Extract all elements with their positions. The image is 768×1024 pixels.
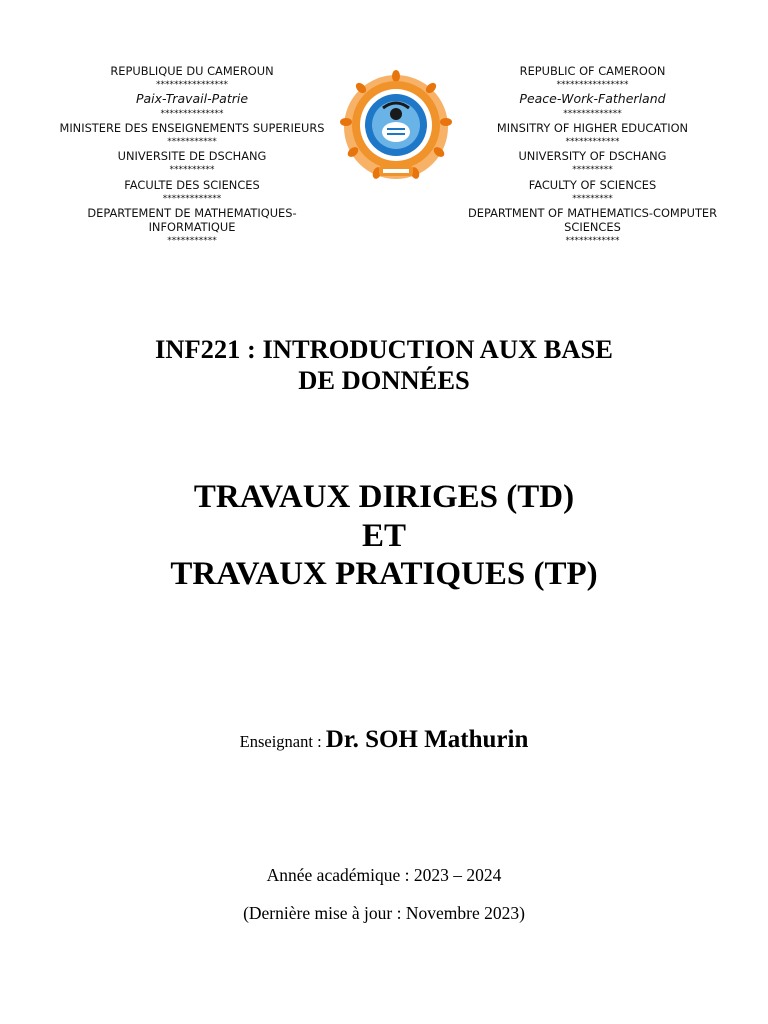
separator: **************** <box>556 80 629 91</box>
separator: ********** <box>169 165 215 176</box>
separator: ************** <box>160 108 224 119</box>
university-seal-icon <box>339 70 453 184</box>
teacher-name: Dr. SOH Mathurin <box>325 726 529 753</box>
country-name: REPUBLIQUE DU CAMEROUN <box>110 64 274 78</box>
department-name-line1: DEPARTEMENT DE MATHEMATIQUES- <box>87 206 297 221</box>
university-name: UNIVERSITY OF DSCHANG <box>518 149 667 164</box>
separator: ************* <box>162 193 222 204</box>
document-title <box>84 478 684 594</box>
department-name-line2: SCIENCES <box>564 220 621 235</box>
teacher-line <box>84 726 684 754</box>
last-update: (Dernière mise à jour : Novembre 2023) <box>243 903 525 923</box>
course-title-line2: DE DONNÉES <box>298 365 470 395</box>
separator: ********* <box>572 193 613 204</box>
document-title-line1: TRAVAUX DIRIGES (TD) <box>193 479 575 515</box>
department-name-line1: DEPARTMENT OF MATHEMATICS-COMPUTER <box>467 206 718 221</box>
separator: *********** <box>167 137 217 148</box>
academic-year: Année académique : 2023 – 2024 <box>266 865 502 885</box>
faculty-name: FACULTY OF SCIENCES <box>528 177 657 192</box>
course-title-line1: INF221 : INTRODUCTION AUX BASE <box>155 334 613 364</box>
university-name: UNIVERSITE DE DSCHANG <box>117 149 267 164</box>
ministry-name: MINISTERE DES ENSEIGNEMENTS SUPERIEURS <box>59 120 325 135</box>
national-motto: Peace-Work-Fatherland <box>519 91 666 107</box>
header-right-english <box>450 64 735 249</box>
separator: ************ <box>565 236 620 247</box>
header-left-french <box>52 64 332 249</box>
faculty-name: FACULTE DES SCIENCES <box>124 177 260 192</box>
department-name-line2: INFORMATIQUE <box>148 220 236 235</box>
national-motto: Paix-Travail-Patrie <box>135 91 249 107</box>
separator: ************* <box>563 108 622 119</box>
document-title-line3: TRAVAUX PRATIQUES (TP) <box>170 556 598 592</box>
course-title <box>84 334 684 396</box>
ministry-name: MINSITRY OF HIGHER EDUCATION <box>496 120 689 135</box>
separator: *********** <box>167 236 217 247</box>
separator: ************ <box>565 137 620 148</box>
document-title-line2: ET <box>361 517 407 554</box>
country-name: REPUBLIC OF CAMEROON <box>519 64 666 78</box>
teacher-label: Enseignant : <box>239 732 326 751</box>
separator: **************** <box>156 80 228 91</box>
separator: ********* <box>572 165 613 176</box>
